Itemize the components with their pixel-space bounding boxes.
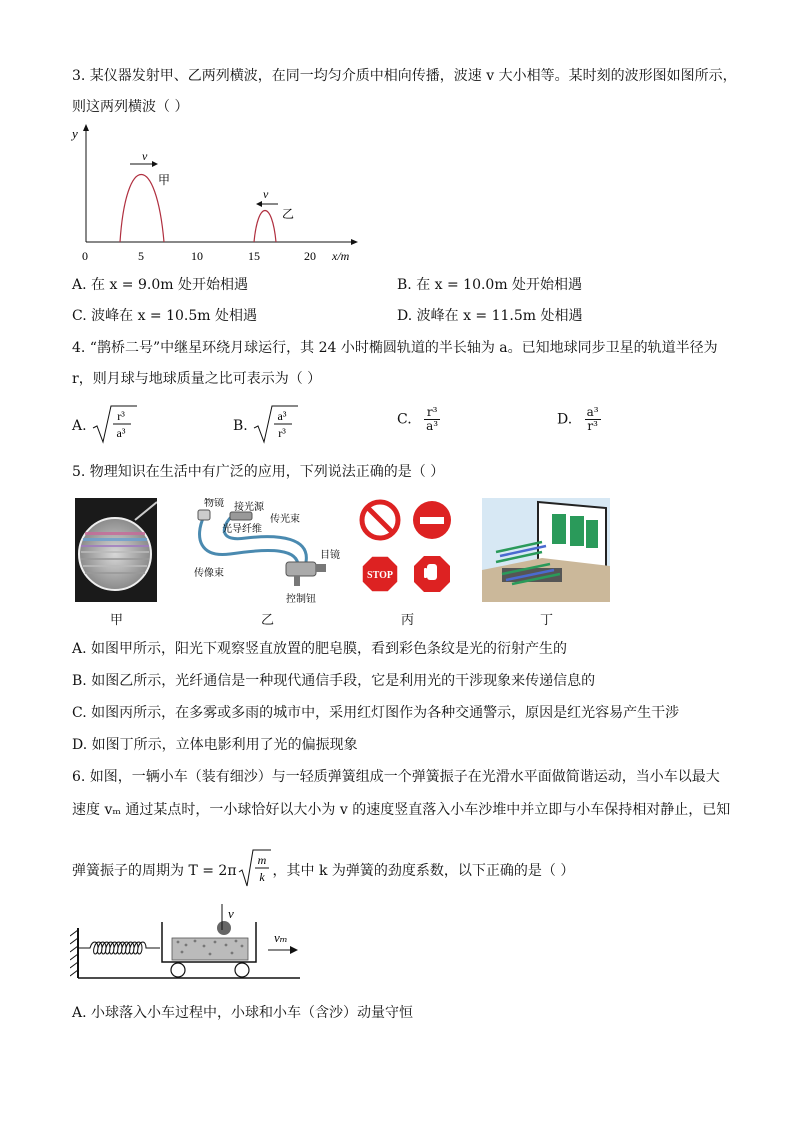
- wave-yi-label: 乙: [282, 207, 295, 221]
- caption-bing: 丙: [401, 613, 415, 628]
- sqrt-symbol: [252, 404, 300, 448]
- label-knob: 控制钮: [286, 594, 316, 605]
- svg-text:a³: a³: [277, 409, 287, 423]
- tick-label-20: 20: [304, 249, 316, 263]
- spring: [78, 942, 160, 954]
- label-light-beam: 传光束: [270, 514, 300, 525]
- hand-stop-sign-icon: [414, 556, 450, 592]
- q3-stem-line2: 则这两列横波（ ）: [72, 99, 189, 115]
- svg-text:k: k: [258, 870, 265, 884]
- q4-option-c: [397, 406, 440, 433]
- q5-option-c: C. 如图丙所示，在多雾或多雨的城市中，采用红灯图作为各种交通警示，原因是红光容易产生干涉: [72, 705, 680, 721]
- q6-line1: 6. 如图，一辆小车（装有细沙）与一轻质弹簧组成一个弹簧振子在光滑水平面做简谐运动，当小车以最大: [72, 769, 720, 785]
- cart-velocity-label: vₘ: [274, 930, 288, 945]
- label-light-source: 接光源: [234, 502, 264, 513]
- q6-line2: 速度 vₘ 通过某点时，一小球恰好以大小为 v 的速度竖直落入小车沙堆中并立即与小车保持相对静止，已知: [72, 802, 731, 818]
- fig-ding-3d-cinema: [482, 498, 610, 602]
- q4-stem-line1: 4. “鹊桥二号”中继星环绕月球运行，其 24 小时椭圆轨道的半长轴为 a。已知地球同步卫星的轨道半径为: [72, 340, 718, 356]
- q4-option-d: [557, 406, 601, 433]
- label-image-beam: 传像束: [194, 568, 224, 579]
- fig-yi-endoscope: [190, 498, 340, 608]
- fig-bing-traffic-signs: [358, 498, 458, 602]
- fig-jia-soap-film: [75, 498, 157, 602]
- option-letter: B.: [233, 418, 248, 434]
- svg-text:m: m: [257, 853, 266, 867]
- wave-jia-label: 甲: [158, 173, 171, 187]
- svg-text:r³: r³: [278, 426, 286, 440]
- x-axis-label: x/m: [332, 249, 350, 263]
- ball: [217, 921, 231, 935]
- q3-option-a: A. 在 x = 9.0m 处开始相遇: [72, 277, 248, 293]
- fraction: $\frac{\text{a³}}{\text{r³}}$: [586, 405, 599, 433]
- tick-label-10: 10: [191, 249, 203, 263]
- label-eyepiece: 目镜: [320, 550, 340, 561]
- option-letter: C.: [397, 411, 412, 428]
- tick-label-0: 0: [82, 249, 88, 263]
- wheel-left: [171, 963, 185, 977]
- period-formula-suffix: ，其中 k 为弹簧的劲度系数，以下正确的是（ ）: [272, 863, 575, 879]
- no-entry-sign-icon: [362, 502, 398, 538]
- x-axis-arrow: [351, 239, 358, 245]
- q6-option-a: A. 小球落入小车过程中，小球和小车（含沙）动量守恒: [72, 1005, 414, 1021]
- caption-ding: 丁: [540, 613, 554, 628]
- q3-option-b: B. 在 x = 10.0m 处开始相遇: [397, 277, 583, 293]
- q5-option-d: D. 如图丁所示，立体电影利用了光的偏振现象: [72, 737, 358, 753]
- caption-yi: 乙: [261, 613, 275, 628]
- caption-jia: 甲: [110, 613, 124, 628]
- tick-label-15: 15: [248, 249, 260, 263]
- option-letter: D.: [557, 411, 573, 428]
- q3-stem-line1: 3. 某仪器发射甲、乙两列横波，在同一均匀介质中相向传播，波速 v 大小相等。某时刻的波形图如图所示，: [72, 68, 737, 84]
- q5-option-b: B. 如图乙所示，光纤通信是一种现代通信手段，它是利用光的干涉现象来传递信息的: [72, 673, 596, 689]
- arrow-right-head: [152, 161, 158, 167]
- sqrt-symbol: [91, 404, 139, 448]
- velocity-label-yi: v: [263, 187, 269, 201]
- wheel-right: [235, 963, 249, 977]
- arrow-left-head: [256, 201, 262, 207]
- stop-sign-icon: [362, 556, 398, 592]
- fraction: $\frac{\text{r³}}{\text{a³}}$: [426, 405, 439, 433]
- label-objective: 物镜: [204, 498, 224, 509]
- label-fiber: 光导纤维: [222, 524, 262, 535]
- fig-spring-cart: [70, 900, 310, 990]
- q5-option-a: A. 如图甲所示，阳光下观察竖直放置的肥皂膜，看到彩色条纹是光的衍射产生的: [72, 641, 568, 657]
- ball-velocity-label: v: [228, 906, 234, 921]
- tick-label-5: 5: [138, 249, 144, 263]
- y-axis-arrow: [83, 124, 89, 131]
- q3-option-d: D. 波峰在 x = 11.5m 处相遇: [397, 308, 583, 324]
- period-formula-prefix: 弹簧振子的周期为 T = 2π: [72, 863, 237, 879]
- q4-option-b: [233, 404, 300, 448]
- sqrt-symbol: [238, 848, 272, 894]
- option-letter: A.: [72, 418, 87, 434]
- do-not-enter-sign-icon: [413, 501, 451, 539]
- q4-option-a: [72, 404, 139, 448]
- arrow-right-head: [290, 946, 298, 954]
- stop-text: STOP: [367, 570, 393, 581]
- q3-option-c: C. 波峰在 x = 10.5m 处相遇: [72, 308, 257, 324]
- svg-text:a³: a³: [116, 426, 126, 440]
- wave-yi: [254, 211, 276, 243]
- velocity-label-jia: v: [142, 149, 148, 163]
- q3-wave-graph: [64, 122, 364, 268]
- svg-text:r³: r³: [117, 409, 125, 423]
- q5-stem: 5. 物理知识在生活中有广泛的应用，下列说法正确的是（ ）: [72, 464, 445, 480]
- q6-line3: [72, 848, 574, 894]
- y-axis-label: y: [72, 126, 78, 141]
- q4-stem-line2: r，则月球与地球质量之比可表示为（ ）: [72, 371, 322, 387]
